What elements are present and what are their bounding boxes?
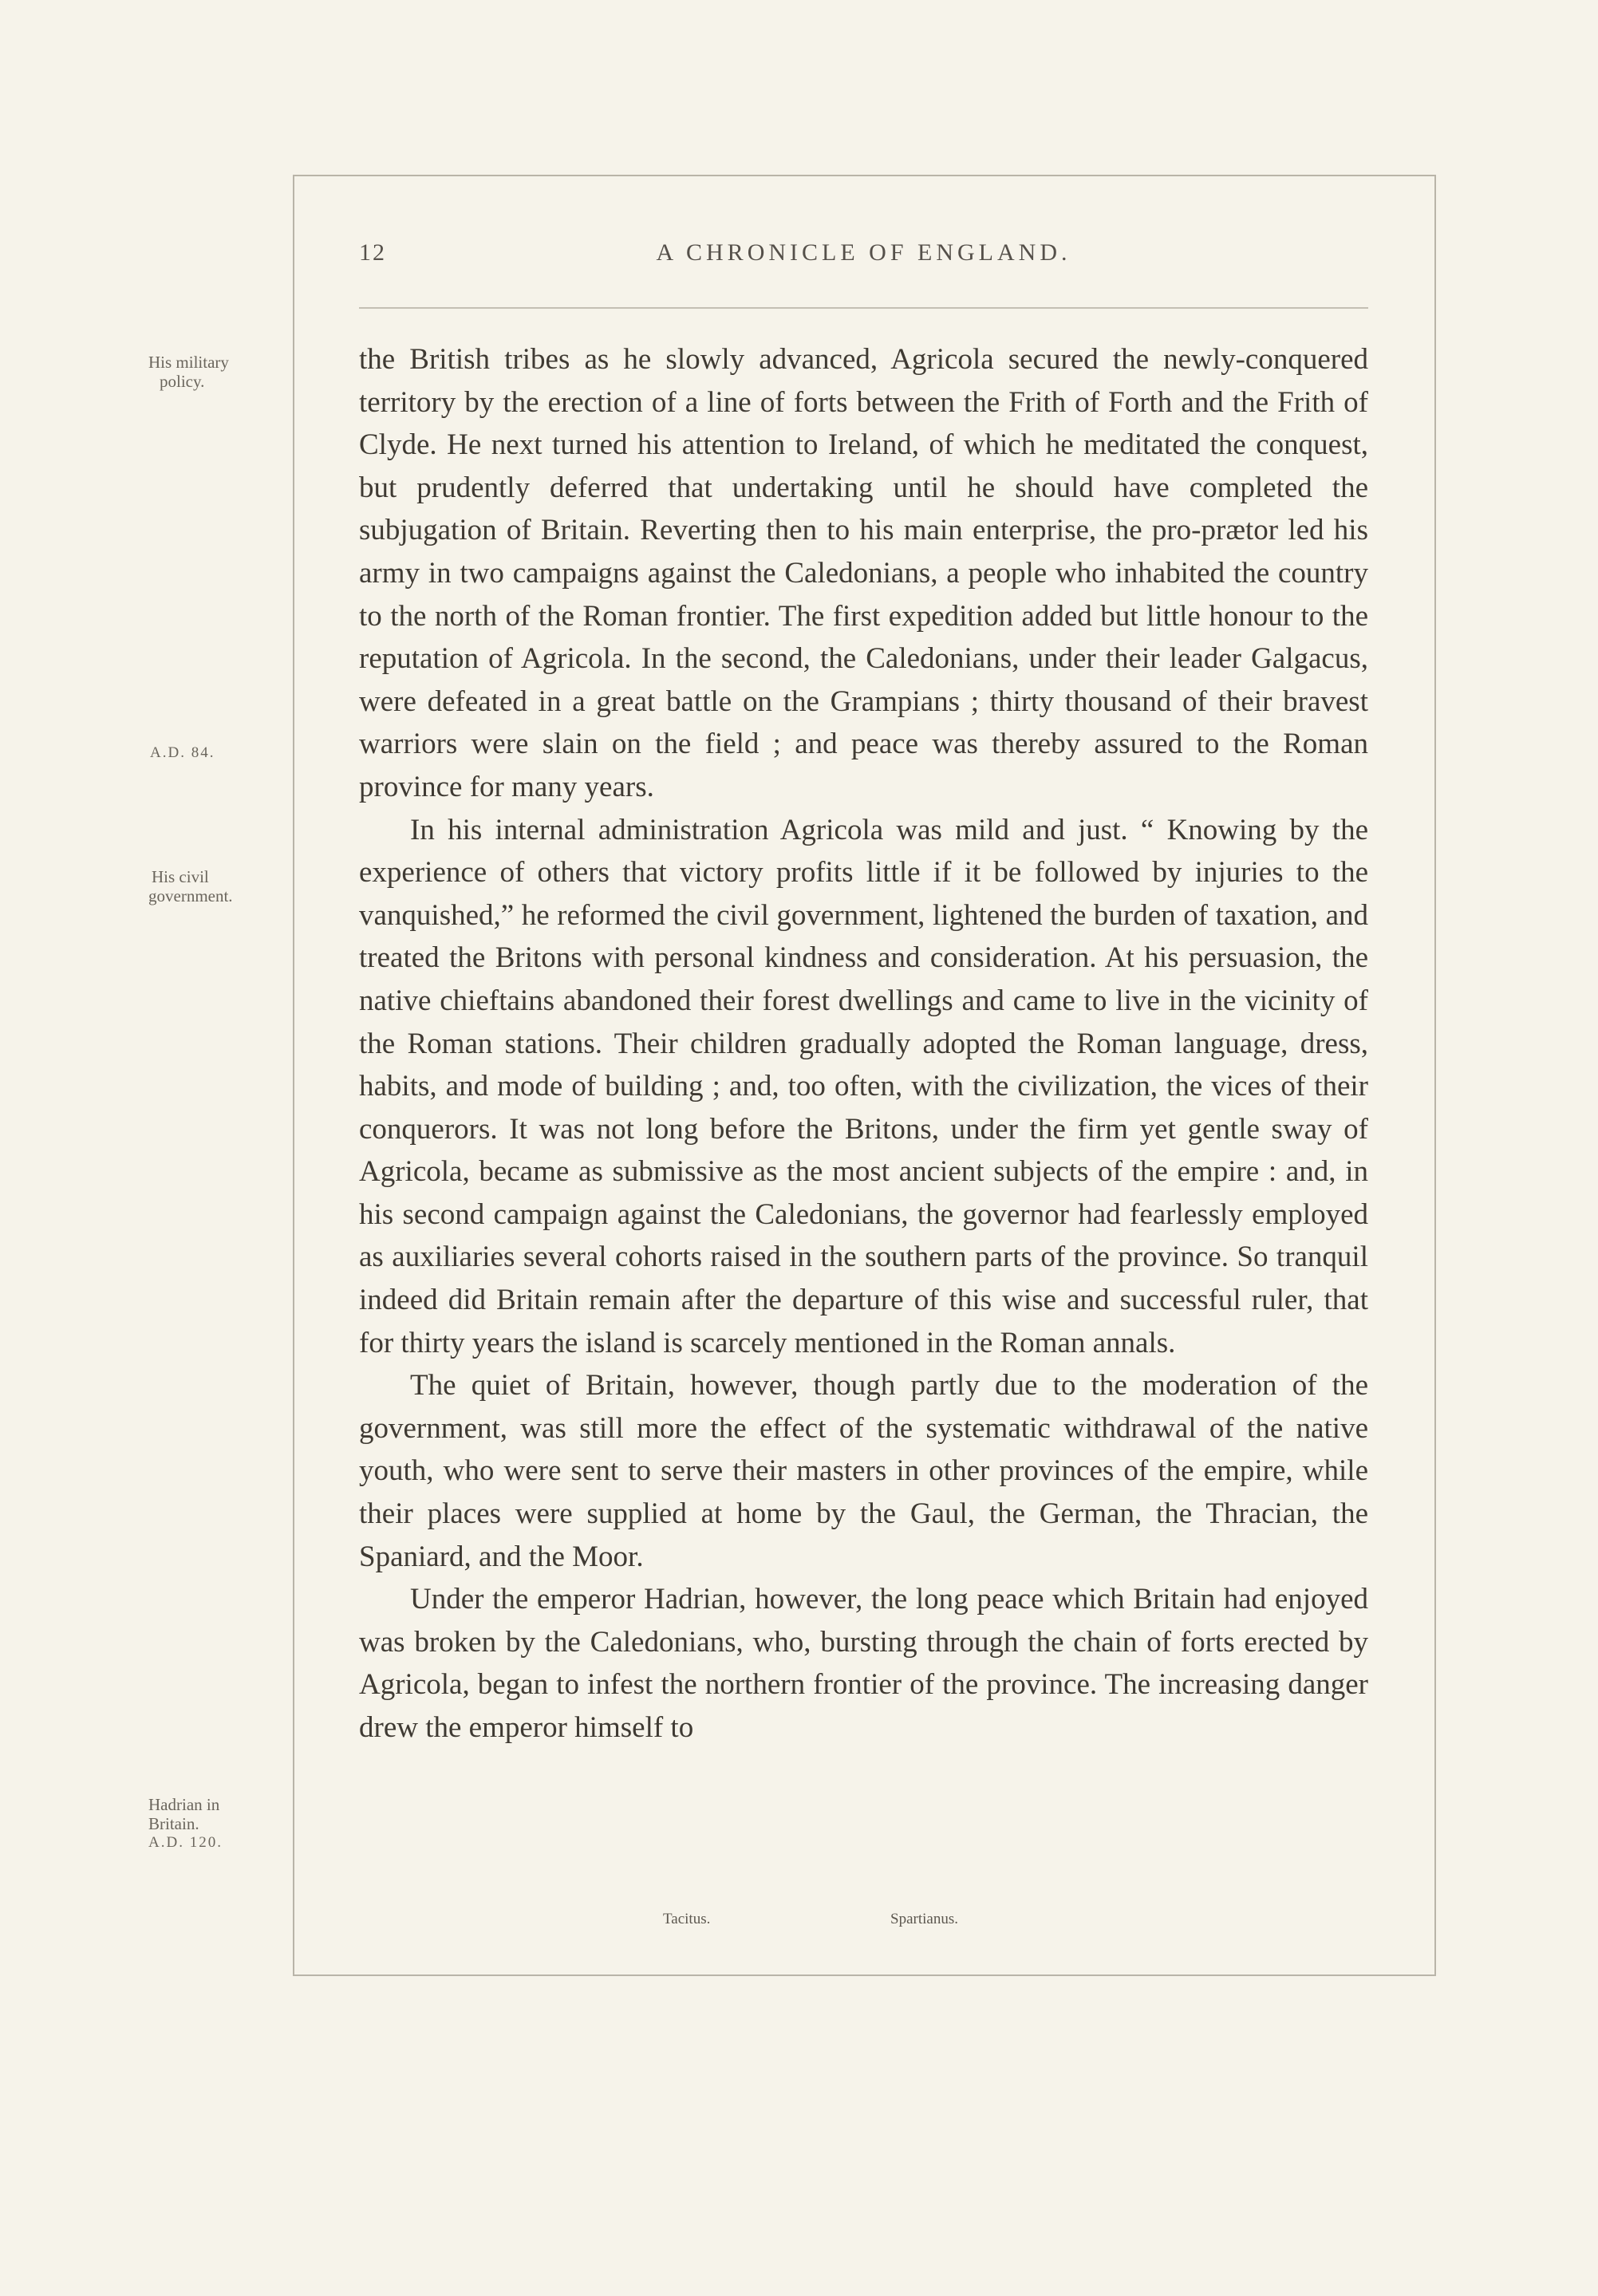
sidenote-line: government. — [148, 886, 233, 905]
sidenote-line: His civil — [152, 867, 209, 886]
sidenote-military-policy — [148, 353, 276, 391]
sidenote-line: Britain. — [148, 1814, 199, 1833]
footnote-references — [359, 1911, 1368, 1935]
running-head: A CHRONICLE OF ENGLAND. — [656, 239, 1071, 266]
body-text — [359, 338, 1368, 1750]
paragraph: the British tribes as he slowly advanced, Agricola secured the newly-conquered territory by the erection of a line of forts between the Frith of Forth and the Frith of Clyde. He next turned his attention to Ireland, of which he meditated the conquest, but prudently deferred that undertaking until he should have completed the subjugation of Britain. Reverting then to his main enterprise, the pro-prætor led his army in two campaigns against the Caledonians, a people who inhabited the country to the north of the Roman frontier. The first expedition added but little honour to the reputation of Agricola. In the second, the Caledonians, under their leader Galgacus, were defeated in a great battle on the Grampians ; thirty thousand of their bravest warriors were slain on the field ; and peace was thereby assured to the Roman province for many years. — [359, 343, 1368, 803]
paragraph: In his internal administration Agricola was mild and just. “ Knowing by the experience of others that victory profits little if it be followed by injuries to the vanquished,” he reformed the civil government, lightened the burden of taxation, and treated the Britons with personal kindness and consideration. At his persuasion, the native chieftains abandoned their forest dwellings and came to live in the vicinity of the Roman stations. Their children gradually adopted the Roman language, dress, habits, and mode of building ; and, too often, with the civilization, the vices of their conquerors. It was not long before the Britons, under the firm yet gentle sway of Agricola, became as submissive as the most ancient subjects of the empire : and, in his second campaign against the Caledonians, the governor had fearlessly employed as auxiliaries several cohorts raised in the southern parts of the province. So tranquil indeed did Britain remain after the departure of this wise and successful ruler, that for thirty years the island is scarcely mentioned in the Roman annals. — [359, 813, 1368, 1359]
sidenote-civil-government — [148, 867, 276, 905]
sidenote-hadrian — [148, 1795, 276, 1852]
sidenote-line: Hadrian in — [148, 1795, 220, 1814]
footnote-tacitus: Tacitus. — [663, 1911, 711, 1927]
paragraph: Under the emperor Hadrian, however, the long peace which Britain had enjoyed was broken by the Caledonians, who, bursting through the chain of forts erected by Agricola, began to infest the northern frontier of the province. The increasing danger drew the emperor himself to — [359, 1583, 1368, 1744]
footnote-spartianus: Spartianus. — [890, 1911, 958, 1927]
page-number: 12 — [359, 239, 386, 266]
sidenote-date: A.D. 84. — [150, 744, 215, 761]
paragraph: The quiet of Britain, however, though partly due to the moderation of the government, was still more the effect of the systematic withdrawal of the native youth, who were sent to serve their masters in other provinces of the empire, while their places were supplied at home by the Gaul, the German, the Thracian, the Spaniard, and the Moor. — [359, 1369, 1368, 1573]
sidenote-line: His military — [148, 353, 229, 372]
page-header — [359, 239, 1368, 287]
header-rule — [359, 307, 1368, 309]
sidenote-date-84 — [150, 744, 278, 763]
sidenote-line: policy. — [160, 372, 205, 391]
sidenote-date: A.D. 120. — [148, 1834, 223, 1851]
